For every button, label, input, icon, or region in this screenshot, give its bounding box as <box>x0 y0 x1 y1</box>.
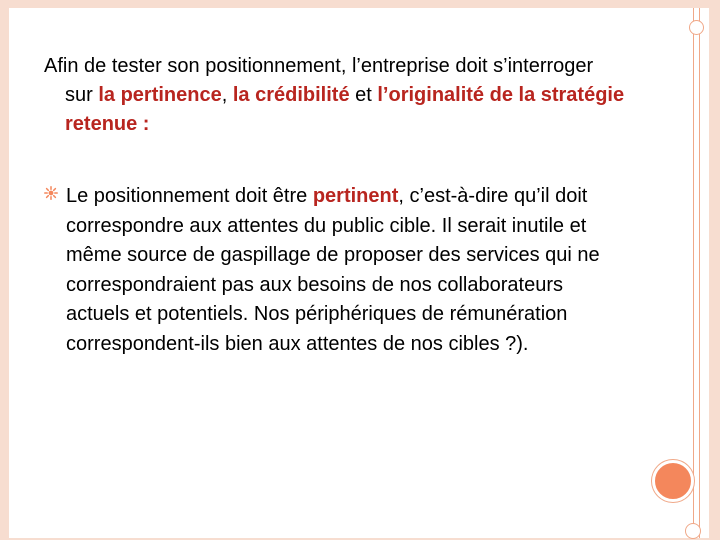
bullet-item <box>44 182 624 359</box>
bullet-text-rest: , c’est-à-dire qu’il doit correspondre aux attentes du public cible. Il serait inutile et même source de gaspillage de proposer des services qui ne correspondraient pas aux besoins de nos collaborateurs actuels et potentiels. Nos périphériques de rémunération correspondent-ils bien aux attentes de nos cibles ?). <box>66 185 600 355</box>
decorative-circle-bottom <box>685 523 701 539</box>
bullet-text <box>64 182 624 359</box>
intro-separator: , <box>221 84 233 106</box>
sunburst-bullet-icon <box>44 186 58 200</box>
decorative-circle-top <box>689 20 704 35</box>
term-pertinence: la pertinence <box>98 84 222 106</box>
intro-text: Afin de tester son positionnement, l’entreprise doit s’interroger sur <box>44 55 594 106</box>
intro-paragraph <box>44 52 625 139</box>
term-originalite: l’originalité de la stratégie retenue : <box>65 84 625 135</box>
decorative-rule <box>693 8 694 538</box>
decorative-circle-orange <box>652 460 694 502</box>
term-pertinent: pertinent <box>312 185 399 207</box>
decorative-rule <box>699 8 700 538</box>
bullet-text-start: Le positionnement doit être <box>66 185 313 207</box>
intro-separator: et <box>349 84 378 106</box>
term-credibilite: la crédibilité <box>232 84 350 106</box>
